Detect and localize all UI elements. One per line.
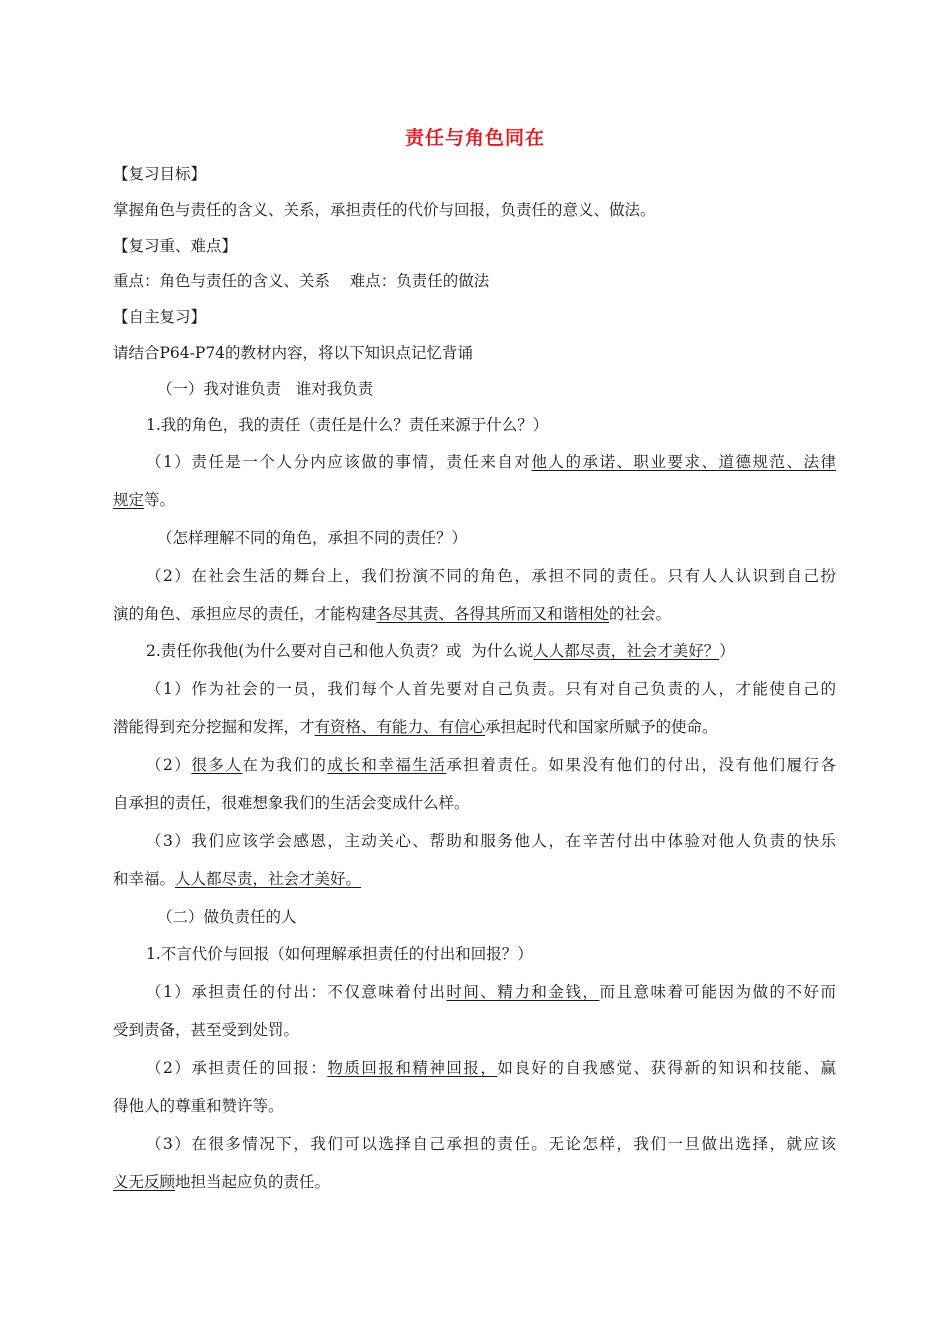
part1-heading: （一）我对谁负责 谁对我负责: [157, 380, 374, 398]
review-goal-heading: 【复习目标】: [113, 165, 207, 183]
part2-para-1-line-2: 受到责备，甚至受到处罚。: [113, 1021, 300, 1039]
part1-para-3-line-1: （1）作为社会的一员，我们每个人首先要对自己负责。只有对自己负责的人，才能使自己的: [146, 680, 836, 698]
part2-para-1-line-1: （1）承担责任的付出：不仅意味着付出时间、精力和金钱，而且意味着可能因为做的不好而: [146, 983, 836, 1001]
part1-question-roles: （怎样理解不同的角色，承担不同的责任？）: [157, 529, 468, 547]
part1-para-2-line-1: （2）在社会生活的舞台上，我们扮演不同的角色，承担不同的责任。只有人人认识到自己扮: [146, 567, 836, 585]
page-title: 责任与角色同在: [404, 127, 545, 149]
key-points-heading: 【复习重、难点】: [113, 237, 238, 255]
part1-question-2: 2.责任你我他(为什么要对自己和他人负责？或 为什么说人人都尽责，社会才美好？）: [146, 642, 735, 660]
part1-para-5-line-1: （3）我们应该学会感恩，主动关心、帮助和服务他人，在辛苦付出中体验对他人负责的快乐: [146, 832, 836, 850]
part2-para-3-line-2: 义无反顾地担当起应负的责任。: [113, 1173, 331, 1191]
part1-para-1-line-1: （1）责任是一个人分内应该做的事情，责任来自对他人的承诺、职业要求、道德规范、法律: [146, 453, 836, 471]
part1-para-4-line-1: （2）很多人在为我们的成长和幸福生活承担着责任。如果没有他们的付出，没有他们履行各: [146, 756, 836, 774]
part1-para-4-line-2: 自承担的责任，很难想象我们的生活会变成什么样。: [113, 794, 470, 812]
review-goal-text: 掌握角色与责任的含义、关系，承担责任的代价与回报，负责任的意义、做法。: [113, 201, 656, 219]
part2-question-1: 1.不言代价与回报（如何理解承担责任的付出和回报？）: [146, 945, 533, 963]
part1-para-5-line-2: 和幸福。人人都尽责，社会才美好。: [113, 870, 362, 888]
part2-para-2-line-1: （2）承担责任的回报：物质回报和精神回报，如良好的自我感觉、获得新的知识和技能、赢: [146, 1059, 836, 1077]
key-points-text: 重点：角色与责任的含义、关系 难点：负责任的做法: [113, 272, 490, 290]
self-review-heading: 【自主复习】: [113, 308, 207, 326]
part2-para-2-line-2: 得他人的尊重和赞许等。: [113, 1097, 284, 1115]
part1-para-3-line-2: 潜能得到充分挖掘和发挥，才有资格、有能力、有信心承担起时代和国家所赋予的使命。: [113, 718, 718, 736]
part2-heading: （二）做负责任的人: [157, 908, 297, 926]
part1-para-1-line-2: 规定等。: [113, 491, 176, 509]
part2-para-3-line-1: （3）在很多情况下，我们可以选择自己承担的责任。无论怎样，我们一旦做出选择，就应该: [146, 1135, 836, 1153]
part1-para-2-line-2: 演的角色、承担应尽的责任，才能构建各尽其责、各得其所而又和谐相处的社会。: [113, 605, 672, 623]
self-review-intro: 请结合P64-P74的教材内容，将以下知识点记忆背诵: [113, 344, 474, 362]
part1-question-1: 1.我的角色，我的责任（责任是什么？责任来源于什么？）: [146, 416, 549, 434]
